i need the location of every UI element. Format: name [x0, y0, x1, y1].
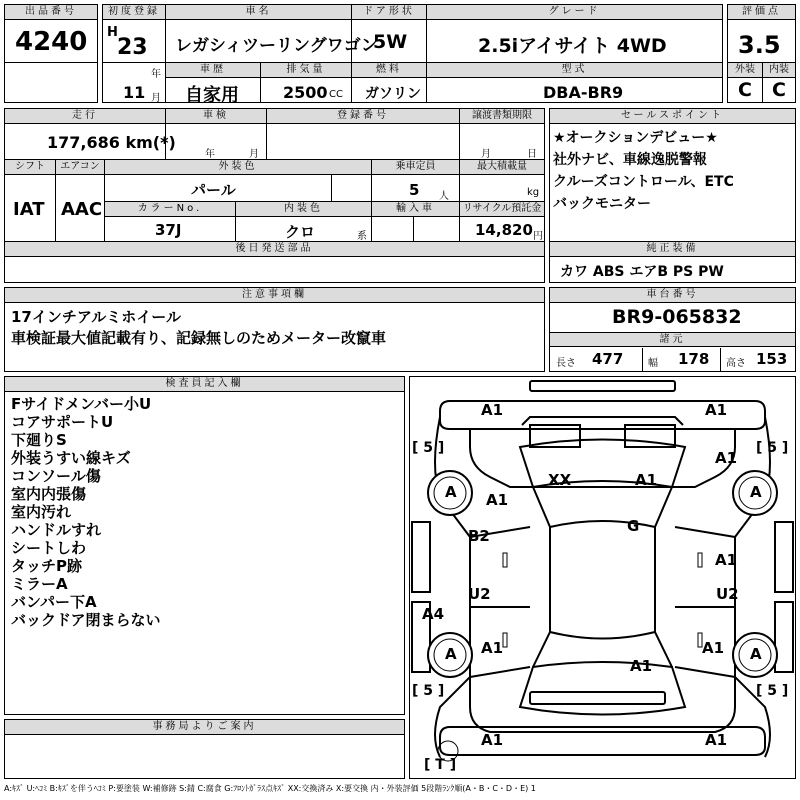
chassis-number: BR9-065832 — [612, 306, 742, 328]
inspector-line: 室内内張傷 — [11, 485, 87, 503]
mark-front-bumper-left: A1 — [481, 401, 504, 419]
shift: IAT — [13, 199, 45, 220]
dims-label: 諸元 — [550, 332, 795, 347]
insp-year-unit: 年 — [205, 149, 215, 160]
note-line: 17インチアルミホイール — [11, 308, 181, 326]
sales-line: ★オークションデビュー★ — [553, 130, 718, 146]
mark-door-front-right: A1 — [715, 551, 738, 569]
mark-door-front-left: B2 — [468, 527, 490, 545]
fuel: ガソリン — [365, 86, 421, 102]
recycle-label: リサイクル預託金 — [460, 202, 544, 217]
inspector-line: コンソール傷 — [11, 467, 101, 485]
main-header — [102, 4, 723, 106]
mark-trunk: A1 — [630, 657, 653, 675]
mark-wheel-front-right: A — [750, 483, 762, 501]
lot-box — [4, 4, 98, 103]
color-label: 外装色 — [105, 160, 371, 175]
capacity: 5 — [409, 181, 420, 199]
transfer-month-unit: 月 — [481, 149, 491, 160]
spare-tire: [ T ] — [424, 757, 457, 773]
mark-hood-left: XX — [548, 471, 572, 489]
later-parts-label: 後日発送部品 — [5, 242, 544, 257]
color: パール — [191, 181, 236, 199]
model-code: DBA-BR9 — [543, 83, 624, 102]
width: 178 — [678, 350, 710, 368]
transfer-day-unit: 日 — [527, 149, 537, 160]
era: H — [107, 25, 118, 40]
tire-depth-rear-left: [ 5 ] — [412, 683, 445, 699]
tire-depth-front-left: [ 5 ] — [412, 440, 445, 456]
sales-line: 社外ナビ、車線逸脱警報 — [553, 152, 707, 168]
inspector-line: コアサポートU — [11, 413, 114, 431]
len-label: 長さ — [556, 358, 576, 369]
height: 153 — [756, 350, 788, 368]
inspector-line: 下廻りS — [11, 431, 67, 449]
shift-label: シフト — [5, 160, 55, 175]
lot-number: 4240 — [15, 27, 88, 57]
mark-rear-left: A4 — [422, 605, 445, 623]
inspector-line: ハンドルすれ — [11, 521, 102, 539]
mark-fender-front-right: A1 — [715, 449, 738, 467]
equipment: カワ ABS エアB PS PW — [560, 264, 724, 280]
grade-label: グレード — [427, 5, 722, 20]
office-label: 事務局よりご案内 — [5, 720, 404, 735]
name-label: 車名 — [166, 5, 351, 20]
disp-unit: CC — [329, 89, 343, 100]
lot-label: 出品番号 — [5, 5, 97, 20]
color-number: 37J — [155, 221, 182, 239]
import-label: 輸入車 — [372, 202, 459, 217]
mark-roof: G — [627, 517, 640, 535]
ext-score: C — [738, 79, 752, 101]
notes-box — [4, 287, 545, 372]
ac-label: エアコン — [56, 160, 104, 175]
tire-depth-front-right: [ 5 ] — [756, 440, 789, 456]
sales-label: セールスポイント — [550, 109, 795, 124]
inspector-line: タッチP跡 — [11, 557, 82, 575]
notes-label: 注意事項欄 — [5, 288, 544, 303]
score-label: 評価点 — [728, 5, 795, 20]
mileage-label: 走行 — [5, 109, 165, 124]
sales-line: バックモニター — [553, 196, 651, 212]
equipment-label: 純正装備 — [550, 242, 795, 257]
door-type: 5W — [373, 31, 408, 53]
reg-label: 初度登録 — [103, 5, 165, 20]
grade: 2.5iアイサイト 4WD — [478, 35, 667, 57]
recycle-unit: 円 — [533, 231, 543, 242]
mark-wheel-rear-left: A — [445, 645, 457, 663]
mark-wheel-front-left: A — [445, 483, 457, 501]
load-unit: kg — [527, 187, 540, 198]
mark-quarter-rear-left: A1 — [481, 639, 504, 657]
hei-label: 高さ — [726, 358, 746, 369]
insp-month-unit: 月 — [249, 149, 259, 160]
year-unit: 年 — [151, 69, 161, 80]
chassis-box — [549, 287, 796, 372]
legend: A:ｷｽﾞ U:ﾍｺﾐ B:ｷｽﾞを伴うﾍｺﾐ P:要塗装 W:補修跡 S:錆 C:腐食 G:ﾌﾛﾝﾄｶﾞﾗｽ点ｷｽﾞ XX:交換済み X:要交換 内・外装評価 5段階ﾗﾝｸ順(A・B・C・D・E) 1 — [4, 784, 536, 793]
fuel-label: 燃料 — [352, 63, 426, 78]
colorno-label: カラーNo. — [105, 202, 235, 217]
car-name: レガシィツーリングワゴン — [175, 36, 378, 56]
car-outline — [410, 377, 795, 778]
history: 自家用 — [185, 85, 239, 106]
mark-door-rear-left: U2 — [468, 585, 491, 603]
score-box — [727, 4, 796, 103]
reg-month: 11 — [123, 83, 146, 102]
mark-quarter-rear-right: A1 — [702, 639, 725, 657]
door-label: ドア形状 — [352, 5, 426, 20]
note-line: 車検証最大値記載有り、記録無しのためメーター改竄車 — [11, 329, 387, 347]
score: 3.5 — [738, 31, 781, 59]
inspector-line: ミラーA — [11, 575, 68, 593]
mark-front-bumper-right: A1 — [705, 401, 728, 419]
sales-line: クルーズコントロール、ETC — [553, 174, 734, 190]
mileage: 177,686 km(*) — [47, 133, 176, 152]
sales-point-box — [549, 108, 796, 283]
ac: AAC — [61, 199, 103, 220]
displacement: 2500 — [283, 83, 328, 102]
inspector-box — [4, 376, 405, 715]
damage-diagram — [409, 376, 796, 779]
intcolor-label: 内装色 — [236, 202, 371, 217]
mark-door-rear-right: U2 — [716, 585, 739, 603]
intcolor-unit: 系 — [357, 231, 367, 242]
inspector-label: 検査員記入欄 — [5, 377, 404, 392]
inspection-label: 車検 — [166, 109, 266, 124]
mark-rear-bumper-left: A1 — [481, 731, 504, 749]
inspector-line: Fサイドメンバー小U — [11, 395, 152, 413]
transfer-label: 譲渡書類期限 — [460, 109, 544, 124]
history-label: 車歴 — [166, 63, 260, 78]
ext-label: 外装 — [728, 63, 762, 78]
int-label: 内装 — [763, 63, 795, 78]
inspector-line: シートしわ — [11, 539, 87, 557]
model-label: 型式 — [427, 63, 722, 78]
spec-block — [4, 108, 545, 283]
int-score: C — [772, 79, 786, 101]
mark-hood-right: A1 — [635, 471, 658, 489]
month-unit: 月 — [151, 93, 161, 104]
mark-wheel-rear-right: A — [750, 645, 762, 663]
cap-label: 乗車定員 — [372, 160, 459, 175]
mark-rear-bumper-right: A1 — [705, 731, 728, 749]
interior-color: クロ — [285, 223, 316, 241]
disp-label: 排気量 — [261, 63, 351, 78]
length: 477 — [592, 350, 624, 368]
load-label: 最大積載量 — [460, 160, 544, 175]
cap-unit: 人 — [439, 191, 449, 202]
wid-label: 幅 — [648, 358, 658, 369]
inspector-line: バンパー下A — [11, 593, 97, 611]
recycle-fee: 14,820 — [475, 221, 533, 239]
chassis-label: 車台番号 — [550, 288, 795, 303]
inspector-line: 外装うすい線キズ — [11, 449, 131, 467]
office-box — [4, 719, 405, 779]
mark-fender-front-left: A1 — [486, 491, 509, 509]
tire-depth-rear-right: [ 5 ] — [756, 683, 789, 699]
regno-label: 登録番号 — [267, 109, 459, 124]
reg-year: 23 — [117, 35, 148, 60]
inspector-line: バックドア閉まらない — [11, 611, 161, 629]
inspector-line: 室内汚れ — [11, 503, 72, 521]
